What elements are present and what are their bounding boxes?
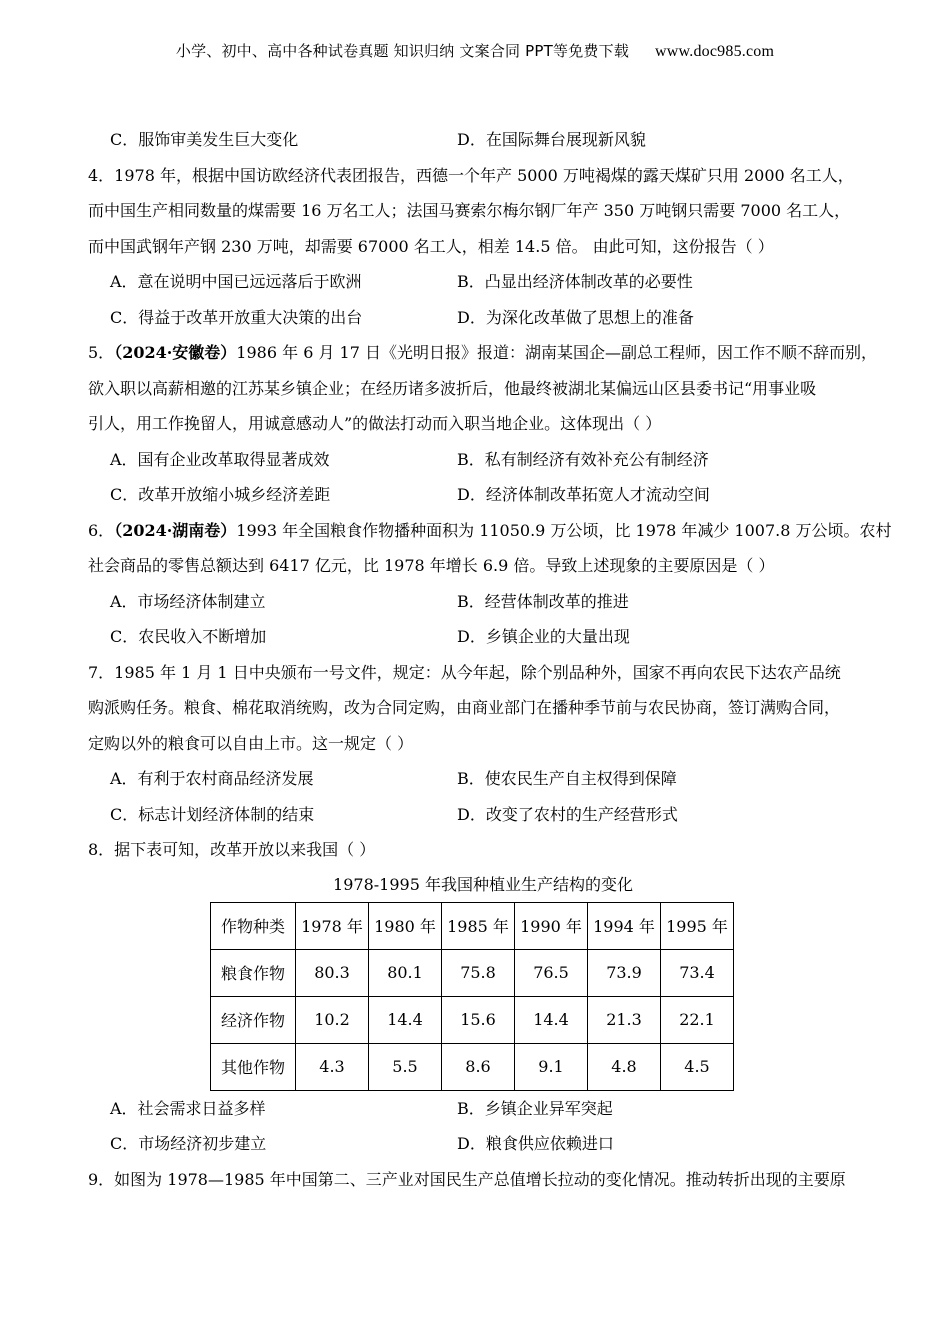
table-row bbox=[211, 949, 734, 996]
table-header-cell: 1978 年 bbox=[296, 902, 369, 949]
table-header-cell: 1980 年 bbox=[369, 902, 442, 949]
question-6 bbox=[88, 513, 892, 655]
q5-stem-line-1 bbox=[88, 335, 878, 371]
q7-option-d[interactable]: D．改变了农村的生产经营形式 bbox=[457, 804, 678, 824]
header-text: 小学、初中、高中各种试卷真题 知识归纳 文案合同 PPT等免费下载 bbox=[175, 42, 630, 60]
table-cell: 14.4 bbox=[369, 996, 442, 1043]
exam-content bbox=[88, 122, 892, 1197]
q4-options-ab bbox=[88, 264, 878, 300]
q5-options-ab bbox=[88, 442, 878, 478]
q4-option-d[interactable]: D．为深化改革做了思想上的准备 bbox=[457, 307, 694, 327]
q5-stem-line-3: 引人，用工作挽留人，用诚意感动人”的做法打动而入职当地企业。这体现出（ ） bbox=[88, 414, 662, 433]
q6-option-b[interactable]: B．经营体制改革的推进 bbox=[457, 591, 629, 611]
table-cell: 9.1 bbox=[515, 1043, 588, 1090]
question-7 bbox=[88, 655, 878, 833]
q8-options-ab bbox=[88, 1091, 878, 1127]
table-header-row bbox=[211, 902, 734, 949]
q4-options-cd bbox=[88, 300, 878, 336]
table-row bbox=[211, 996, 734, 1043]
table-cell: 76.5 bbox=[515, 949, 588, 996]
q3-option-d[interactable]: D．在国际舞台展现新风貌 bbox=[457, 130, 646, 149]
q5-number: 5． bbox=[88, 343, 115, 362]
table-cell: 75.8 bbox=[442, 949, 515, 996]
question-4 bbox=[88, 158, 878, 336]
table-cell: 80.1 bbox=[369, 949, 442, 996]
table-cell: 15.6 bbox=[442, 996, 515, 1043]
q6-stem-line-1 bbox=[88, 513, 892, 549]
q5-stem-text: 1986 年 6 月 17 日《光明日报》报道：湖南某国企—副总工程师，因工作不顺不辞而别， bbox=[236, 343, 877, 362]
q5-option-b[interactable]: B．私有制经济有效补充公有制经济 bbox=[457, 449, 709, 469]
q9-stem-line-1: 9．如图为 1978—1985 年中国第二、三产业对国民生产总值增长拉动的变化情况。推动转折出现的主要原 bbox=[88, 1169, 846, 1189]
q6-source: （2024·湖南卷） bbox=[114, 520, 237, 540]
page-header bbox=[0, 40, 950, 61]
table-cell: 73.4 bbox=[661, 949, 734, 996]
table-cell: 73.9 bbox=[588, 949, 661, 996]
table-cell: 5.5 bbox=[369, 1043, 442, 1090]
table-cell: 21.3 bbox=[588, 996, 661, 1043]
q7-options-cd bbox=[88, 797, 878, 833]
q6-option-d[interactable]: D．乡镇企业的大量出现 bbox=[457, 627, 630, 646]
q6-option-c[interactable]: C．农民收入不断增加 bbox=[110, 627, 267, 646]
table-header-cell: 1995 年 bbox=[661, 902, 734, 949]
table-cell: 4.8 bbox=[588, 1043, 661, 1090]
q8-option-b[interactable]: B．乡镇企业异军突起 bbox=[457, 1098, 613, 1118]
q6-stem-line-2: 社会商品的零售总额达到 6417 亿元，比 1978 年增长 6.9 倍。导致上述现象的主要原因是（ ） bbox=[88, 556, 775, 575]
q4-stem-line-3: 而中国武钢年产钢 230 万吨，却需要 67000 名工人，相差 14.5 倍。 由此可知，这份报告（ ） bbox=[88, 236, 774, 256]
q7-stem-line-3: 定购以外的粮食可以自由上市。这一规定（ ） bbox=[88, 733, 414, 753]
q7-options-ab bbox=[88, 761, 878, 797]
header-site-link[interactable]: www.doc985.com bbox=[655, 43, 775, 60]
question-9 bbox=[88, 1162, 878, 1198]
q5-source: （2024·安徽卷） bbox=[114, 343, 237, 362]
table-cell: 8.6 bbox=[442, 1043, 515, 1090]
q8-stem: 8．据下表可知，改革开放以来我国（ ） bbox=[88, 840, 376, 859]
table-cell: 80.3 bbox=[296, 949, 369, 996]
q5-option-a[interactable]: A．国有企业改革取得显著成效 bbox=[110, 449, 330, 469]
q8-table-title: 1978-1995 年我国种植业生产结构的变化 bbox=[333, 874, 633, 894]
q8-option-d[interactable]: D．粮食供应依赖进口 bbox=[457, 1134, 614, 1153]
question-8 bbox=[88, 832, 878, 1162]
table-cell: 22.1 bbox=[661, 996, 734, 1043]
q6-number: 6． bbox=[88, 520, 115, 540]
table-cell: 14.4 bbox=[515, 996, 588, 1043]
table-cell: 经济作物 bbox=[211, 996, 296, 1043]
q8-data-table bbox=[210, 902, 734, 1091]
table-header-cell: 作物种类 bbox=[211, 902, 296, 949]
q4-stem-line-1: 4．1978 年，根据中国访欧经济代表团报告，西德一个年产 5000 万吨褐煤的露天煤矿只用 2000 名工人， bbox=[88, 165, 854, 185]
table-cell: 粮食作物 bbox=[211, 949, 296, 996]
table-header-cell: 1990 年 bbox=[515, 902, 588, 949]
q5-stem-line-2: 欲入职以高薪相邀的江苏某乡镇企业；在经历诸多波折后，他最终被湖北某偏远山区县委书记“用事业吸 bbox=[88, 378, 817, 398]
q6-options-ab bbox=[88, 584, 878, 620]
table-header-cell: 1994 年 bbox=[588, 902, 661, 949]
q8-option-c[interactable]: C．市场经济初步建立 bbox=[110, 1134, 267, 1153]
q6-option-a[interactable]: A．市场经济体制建立 bbox=[110, 591, 266, 611]
q7-stem-line-2: 购派购任务。粮食、棉花取消统购，改为合同定购，由商业部门在播种季节前与农民协商，签订满购合同， bbox=[88, 698, 841, 717]
q7-option-c[interactable]: C．标志计划经济体制的结束 bbox=[110, 804, 315, 824]
q3-options-cd bbox=[88, 122, 878, 158]
table-cell: 4.5 bbox=[661, 1043, 734, 1090]
q4-stem-line-2: 而中国生产相同数量的煤需要 16 万名工人；法国马赛索尔梅尔钢厂年产 350 万吨钢只需要 7000 名工人， bbox=[88, 201, 851, 220]
q7-option-a[interactable]: A．有利于农村商品经济发展 bbox=[110, 769, 314, 788]
table-cell: 4.3 bbox=[296, 1043, 369, 1090]
q6-stem-text: 1993 年全国粮食作物播种面积为 11050.9 万公顷，比 1978 年减少 1007.8 万公顷。农村 bbox=[236, 520, 892, 540]
q8-options-cd bbox=[88, 1126, 878, 1162]
table-cell: 10.2 bbox=[296, 996, 369, 1043]
q7-stem-line-1: 7．1985 年 1 月 1 日中央颁布一号文件，规定：从今年起，除个别品种外，国家不再向农民下达农产品统 bbox=[88, 662, 841, 682]
q3-option-c[interactable]: C．服饰审美发生巨大变化 bbox=[110, 130, 299, 149]
q5-options-cd bbox=[88, 477, 878, 513]
q4-option-c[interactable]: C．得益于改革开放重大决策的出台 bbox=[110, 307, 363, 327]
q7-option-b[interactable]: B．使农民生产自主权得到保障 bbox=[457, 769, 677, 788]
q6-options-cd bbox=[88, 619, 878, 655]
q4-option-b[interactable]: B．凸显出经济体制改革的必要性 bbox=[457, 272, 693, 291]
table-cell: 其他作物 bbox=[211, 1043, 296, 1090]
table-header-cell: 1985 年 bbox=[442, 902, 515, 949]
q5-option-d[interactable]: D．经济体制改革拓宽人才流动空间 bbox=[457, 485, 710, 504]
q8-option-a[interactable]: A．社会需求日益多样 bbox=[110, 1098, 266, 1118]
table-row bbox=[211, 1043, 734, 1090]
question-5 bbox=[88, 335, 878, 513]
q5-option-c[interactable]: C．改革开放缩小城乡经济差距 bbox=[110, 485, 331, 504]
q4-option-a[interactable]: A．意在说明中国已远远落后于欧洲 bbox=[110, 272, 362, 291]
